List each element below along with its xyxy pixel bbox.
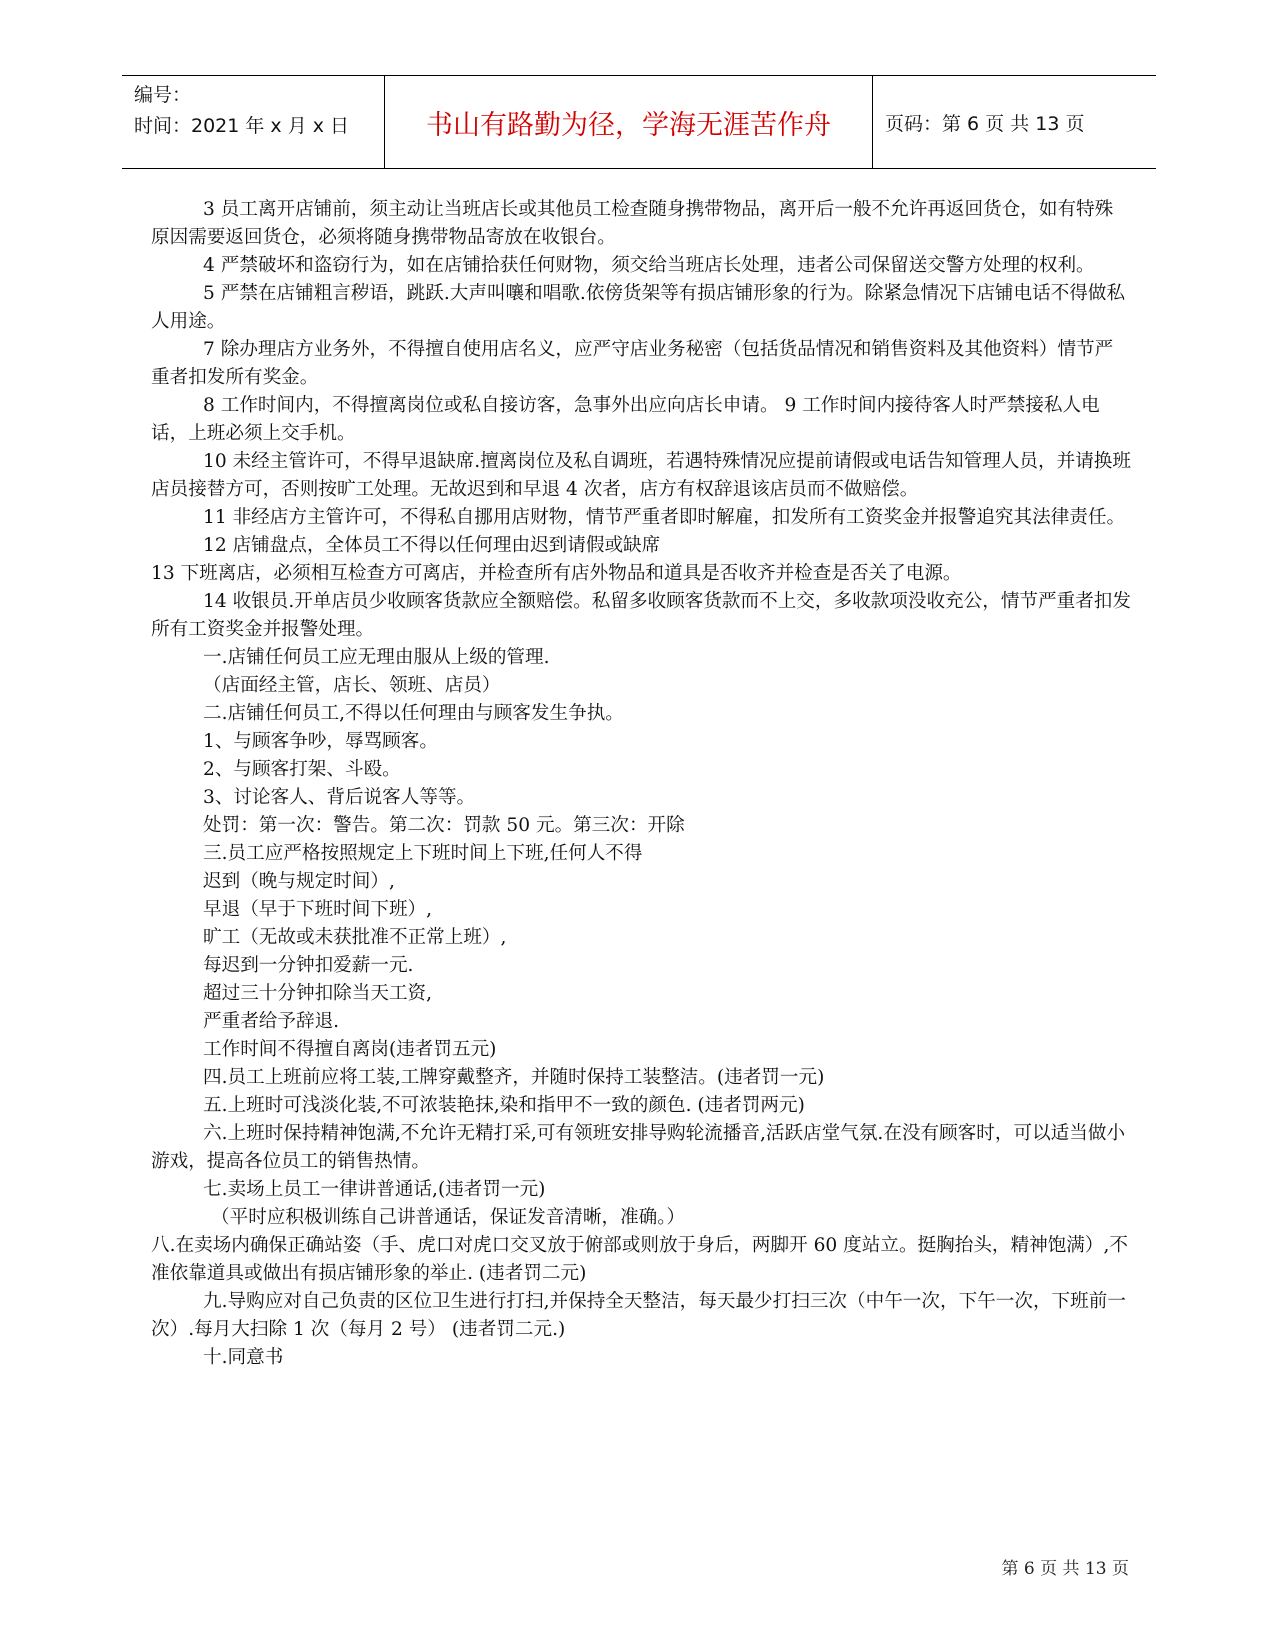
paragraph: 八.在卖场内确保正确站姿（手、虎口对虎口交叉放于俯部或则放于身后，两脚开 60 度站立。挺胸抬头，精神饱满）,不准依靠道具或做出有损店铺形象的举止. (违者罚二元) xyxy=(151,1235,1128,1284)
paragraph: 十.同意书 xyxy=(203,1347,284,1368)
paragraph: 12 店铺盘点，全体员工不得以任何理由迟到请假或缺席 xyxy=(203,535,661,556)
paragraph: 10 未经主管许可，不得早退缺席.擅离岗位及私自调班，若遇特殊情况应提前请假或电话告知管理人员，并请换班店员接替方可，否则按旷工处理。无故迟到和早退 4 次者，店方有权辞退该店员而不做赔偿。 xyxy=(151,451,1131,500)
paragraph: 3、讨论客人、背后说客人等等。 xyxy=(203,787,476,808)
number-label: 编号： xyxy=(134,84,192,106)
paragraph: 六.上班时保持精神饱满,不允许无精打采,可有领班安排导购轮流播音,活跃店堂气氛.在没有顾客时，可以适当做小游戏，提高各位员工的销售热情。 xyxy=(151,1123,1126,1172)
paragraph: 一.店铺任何员工应无理由服从上级的管理. xyxy=(203,647,550,668)
paragraph: 五.上班时可浅淡化装,不可浓装艳抹,染和指甲不一致的颜色. (违者罚两元) xyxy=(203,1095,805,1116)
paragraph: 七.卖场上员工一律讲普通话,(违者罚一元) xyxy=(203,1179,546,1200)
paragraph: 14 收银员.开单店员少收顾客货款应全额赔偿。私留多收顾客货款而不上交，多收款项没收充公，情节严重者扣发所有工资奖金并报警处理。 xyxy=(151,591,1131,640)
paragraph: 8 工作时间内，不得擅离岗位或私自接访客，急事外出应向店长申请。 9 工作时间内接待客人时严禁接私人电话，上班必须上交手机。 xyxy=(151,395,1100,444)
header-meta xyxy=(122,76,384,168)
paragraph: 旷工（无故或未获批准不正常上班）, xyxy=(203,927,507,948)
header-page-label: 页码：第 6 页 共 13 页 xyxy=(885,112,1085,135)
header-motto: 书山有路勤为径，学海无涯苦作舟 xyxy=(384,76,873,168)
paragraph: 严重者给予辞退. xyxy=(203,1011,340,1032)
paragraph: 四.员工上班前应将工装,工牌穿戴整齐，并随时保持工装整洁。(违者罚一元) xyxy=(203,1067,825,1088)
paragraph: 二.店铺任何员工,不得以任何理由与顾客发生争执。 xyxy=(203,703,624,724)
time-label: 时间：2021 年 x 月 x 日 xyxy=(134,115,350,137)
paragraph: 11 非经店方主管许可，不得私自挪用店财物，情节严重者即时解雇，扣发所有工资奖金并报警追究其法律责任。 xyxy=(203,507,1126,528)
paragraph: （店面经主管，店长、领班、店员） xyxy=(203,675,501,696)
paragraph: 迟到（晚与规定时间）, xyxy=(203,871,395,892)
paragraph: 7 除办理店方业务外，不得擅自使用店名义，应严守店业务秘密（包括货品情况和销售资料及其他资料）情节严重者扣发所有奖金。 xyxy=(151,339,1114,388)
paragraph: 三.员工应严格按照规定上下班时间上下班,任何人不得 xyxy=(203,843,643,864)
page-header xyxy=(122,75,1156,169)
paragraph: 处罚：第一次：警告。第二次：罚款 50 元。第三次：开除 xyxy=(203,815,685,836)
paragraph: 5 严禁在店铺粗言秽语，跳跃.大声叫嚷和唱歌.依傍货架等有损店铺形象的行为。除紧急情况下店铺电话不得做私人用途。 xyxy=(151,283,1126,332)
paragraph: 超过三十分钟扣除当天工资, xyxy=(203,983,433,1004)
paragraph: 3 员工离开店铺前，须主动让当班店长或其他员工检查随身携带物品，离开后一般不允许再返回货仓，如有特殊原因需要返回货仓，必须将随身携带物品寄放在收银台。 xyxy=(151,199,1114,248)
paragraph: （平时应积极训练自己讲普通话，保证发音清晰，准确。） xyxy=(211,1207,686,1228)
paragraph: 4 严禁破坏和盗窃行为，如在店铺拾获任何财物，须交给当班店长处理，违者公司保留送交警方处理的权利。 xyxy=(203,255,1095,276)
paragraph: 九.导购应对自己负责的区位卫生进行打扫,并保持全天整洁，每天最少打扫三次（中午一次，下午一次，下班前一次）.每月大扫除 1 次（每月 2 号） (违者罚二元.) xyxy=(151,1291,1126,1340)
paragraph: 工作时间不得擅自离岗(违者罚五元) xyxy=(203,1039,497,1060)
paragraph: 13 下班离店，必须相互检查方可离店，并检查所有店外物品和道具是否收齐并检查是否关了电源。 xyxy=(151,563,962,584)
paragraph: 每迟到一分钟扣爱薪一元. xyxy=(203,955,414,976)
paragraph: 2、与顾客打架、斗殴。 xyxy=(203,759,401,780)
paragraph: 早退（早于下班时间下班）, xyxy=(203,899,433,920)
document-body xyxy=(151,196,1131,1372)
page-footer: 第 6 页 共 13 页 xyxy=(1001,1559,1129,1579)
paragraph: 1、与顾客争吵，辱骂顾客。 xyxy=(203,731,438,752)
